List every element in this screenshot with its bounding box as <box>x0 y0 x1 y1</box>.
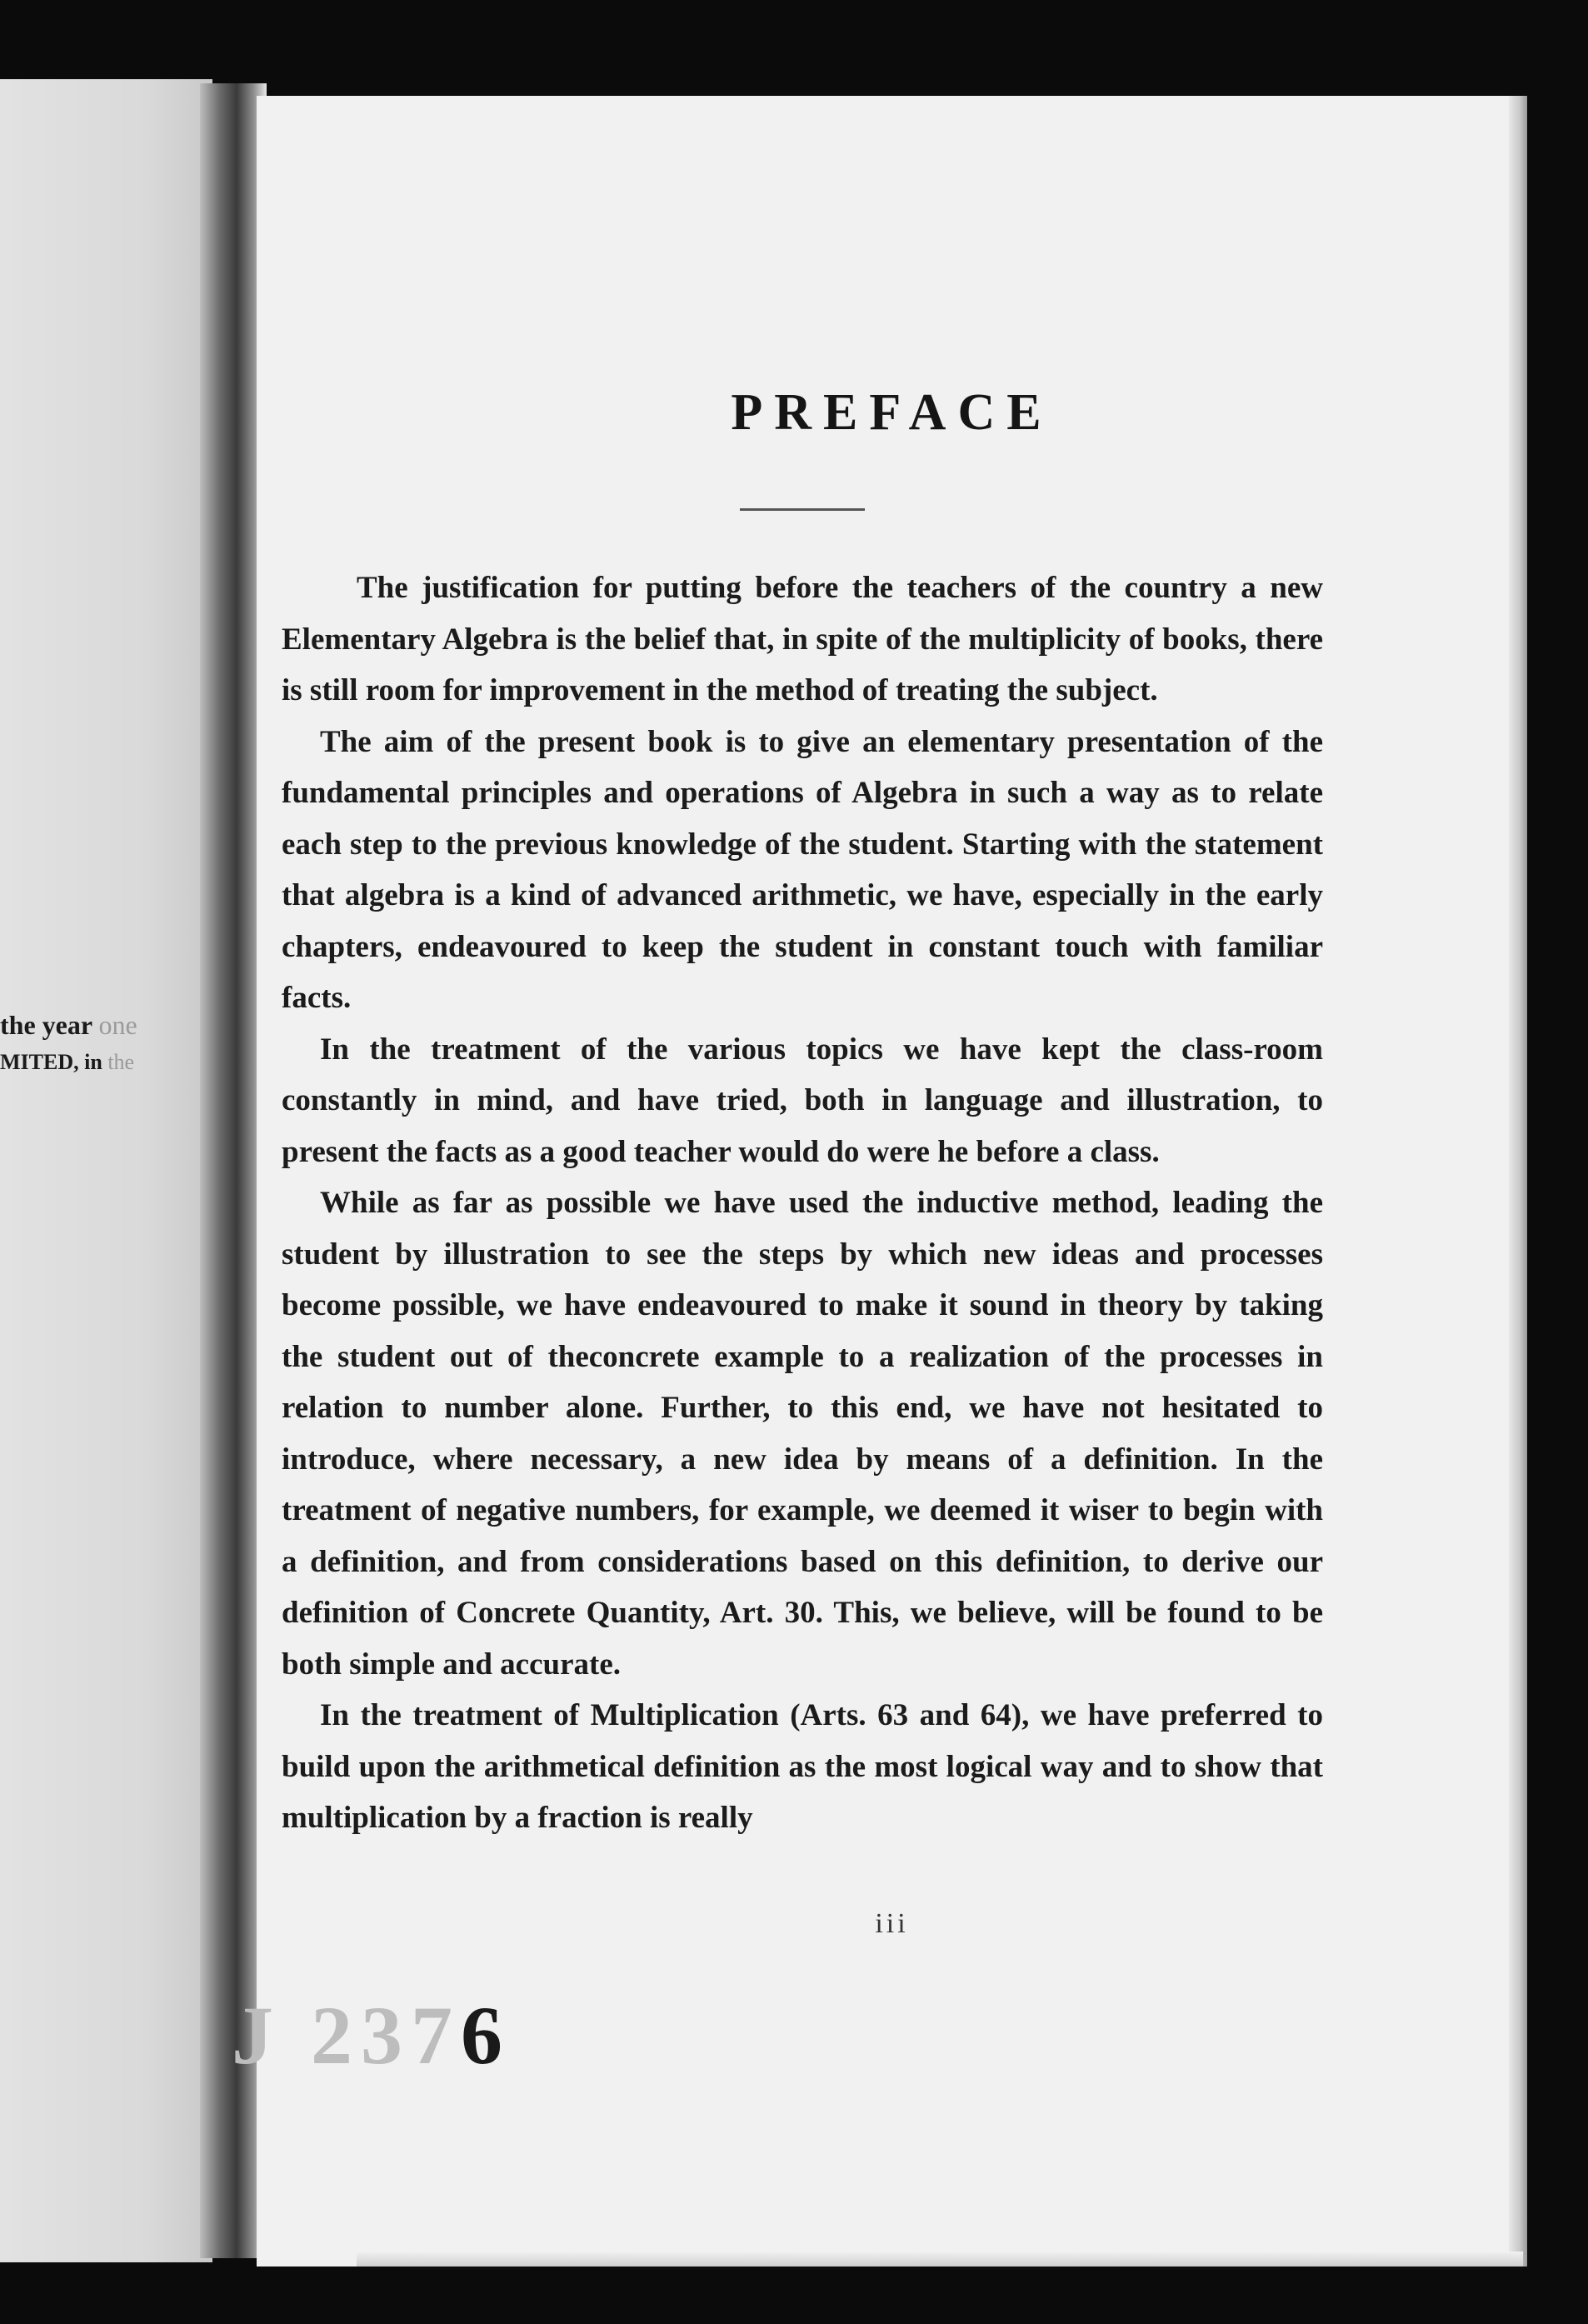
page-number: iii <box>875 1908 909 1939</box>
book-page <box>232 96 1527 2267</box>
stamp-dark-digit: 6 <box>461 1989 511 2082</box>
facing-text-faint: the <box>107 1050 135 1074</box>
library-stamp-number <box>232 1987 511 2083</box>
title-rule <box>740 508 865 511</box>
paragraph-2: The aim of the present book is to give an elementary presentation of the fundamental principles and operations of Algebra in such a way as to relate each step to the previous knowledge of the student. Starting with the statement that algebra is a kind of advanced arithmetic, we have, especially in the early chapters, endeavoured to keep the student in constant touch with familiar facts. <box>282 724 1323 1015</box>
facing-text-faint: one <box>98 1010 137 1040</box>
facing-page <box>0 79 212 2262</box>
facing-text-bold: the year <box>0 1010 92 1040</box>
page-bottom-edge <box>357 2252 1523 2267</box>
paragraph-3: In the treatment of the various topics we have kept the class-room constantly in mind, and have tried, both in language and illustration, to present the facts as a good teacher would do were he before a class. <box>282 1032 1323 1169</box>
facing-page-line-2 <box>0 1046 217 1079</box>
paragraph-5: In the treatment of Multiplication (Arts. 63 and 64), we have preferred to build upon the arithmetical definition as the most logical way and to show that multiplication by a fraction is really <box>282 1698 1323 1835</box>
stamp-faint-digits: J 237 <box>232 1989 461 2082</box>
facing-text-bold: MITED, in <box>0 1050 102 1074</box>
page-title: PREFACE <box>731 384 1053 441</box>
body-text <box>282 562 1323 1844</box>
paragraph-4: While as far as possible we have used the inductive method, leading the student by illustration to see the steps by which new ideas and processes become possible, we have endeavoured to make it sound in theory by taking the student out of theconcrete example to a realization of the processes in relation to number alone. Further, to this end, we have not hesitated to introduce, where necessary, a new idea by means of a definition. In the treatment of negative numbers, for example, we deemed it wiser to begin with a definition, and from considerations based on this definition, to derive our definition of Concrete Quantity, Art. 30. This, we believe, will be found to be both simple and accurate. <box>282 1186 1323 1682</box>
paragraph-1: The justification for putting before the teachers of the country a new Elementary Algebra is the belief that, in spite of the multiplicity of books, there is still room for improvement in the method of treating the subject. <box>282 571 1323 707</box>
facing-page-line-1 <box>0 1008 217 1042</box>
